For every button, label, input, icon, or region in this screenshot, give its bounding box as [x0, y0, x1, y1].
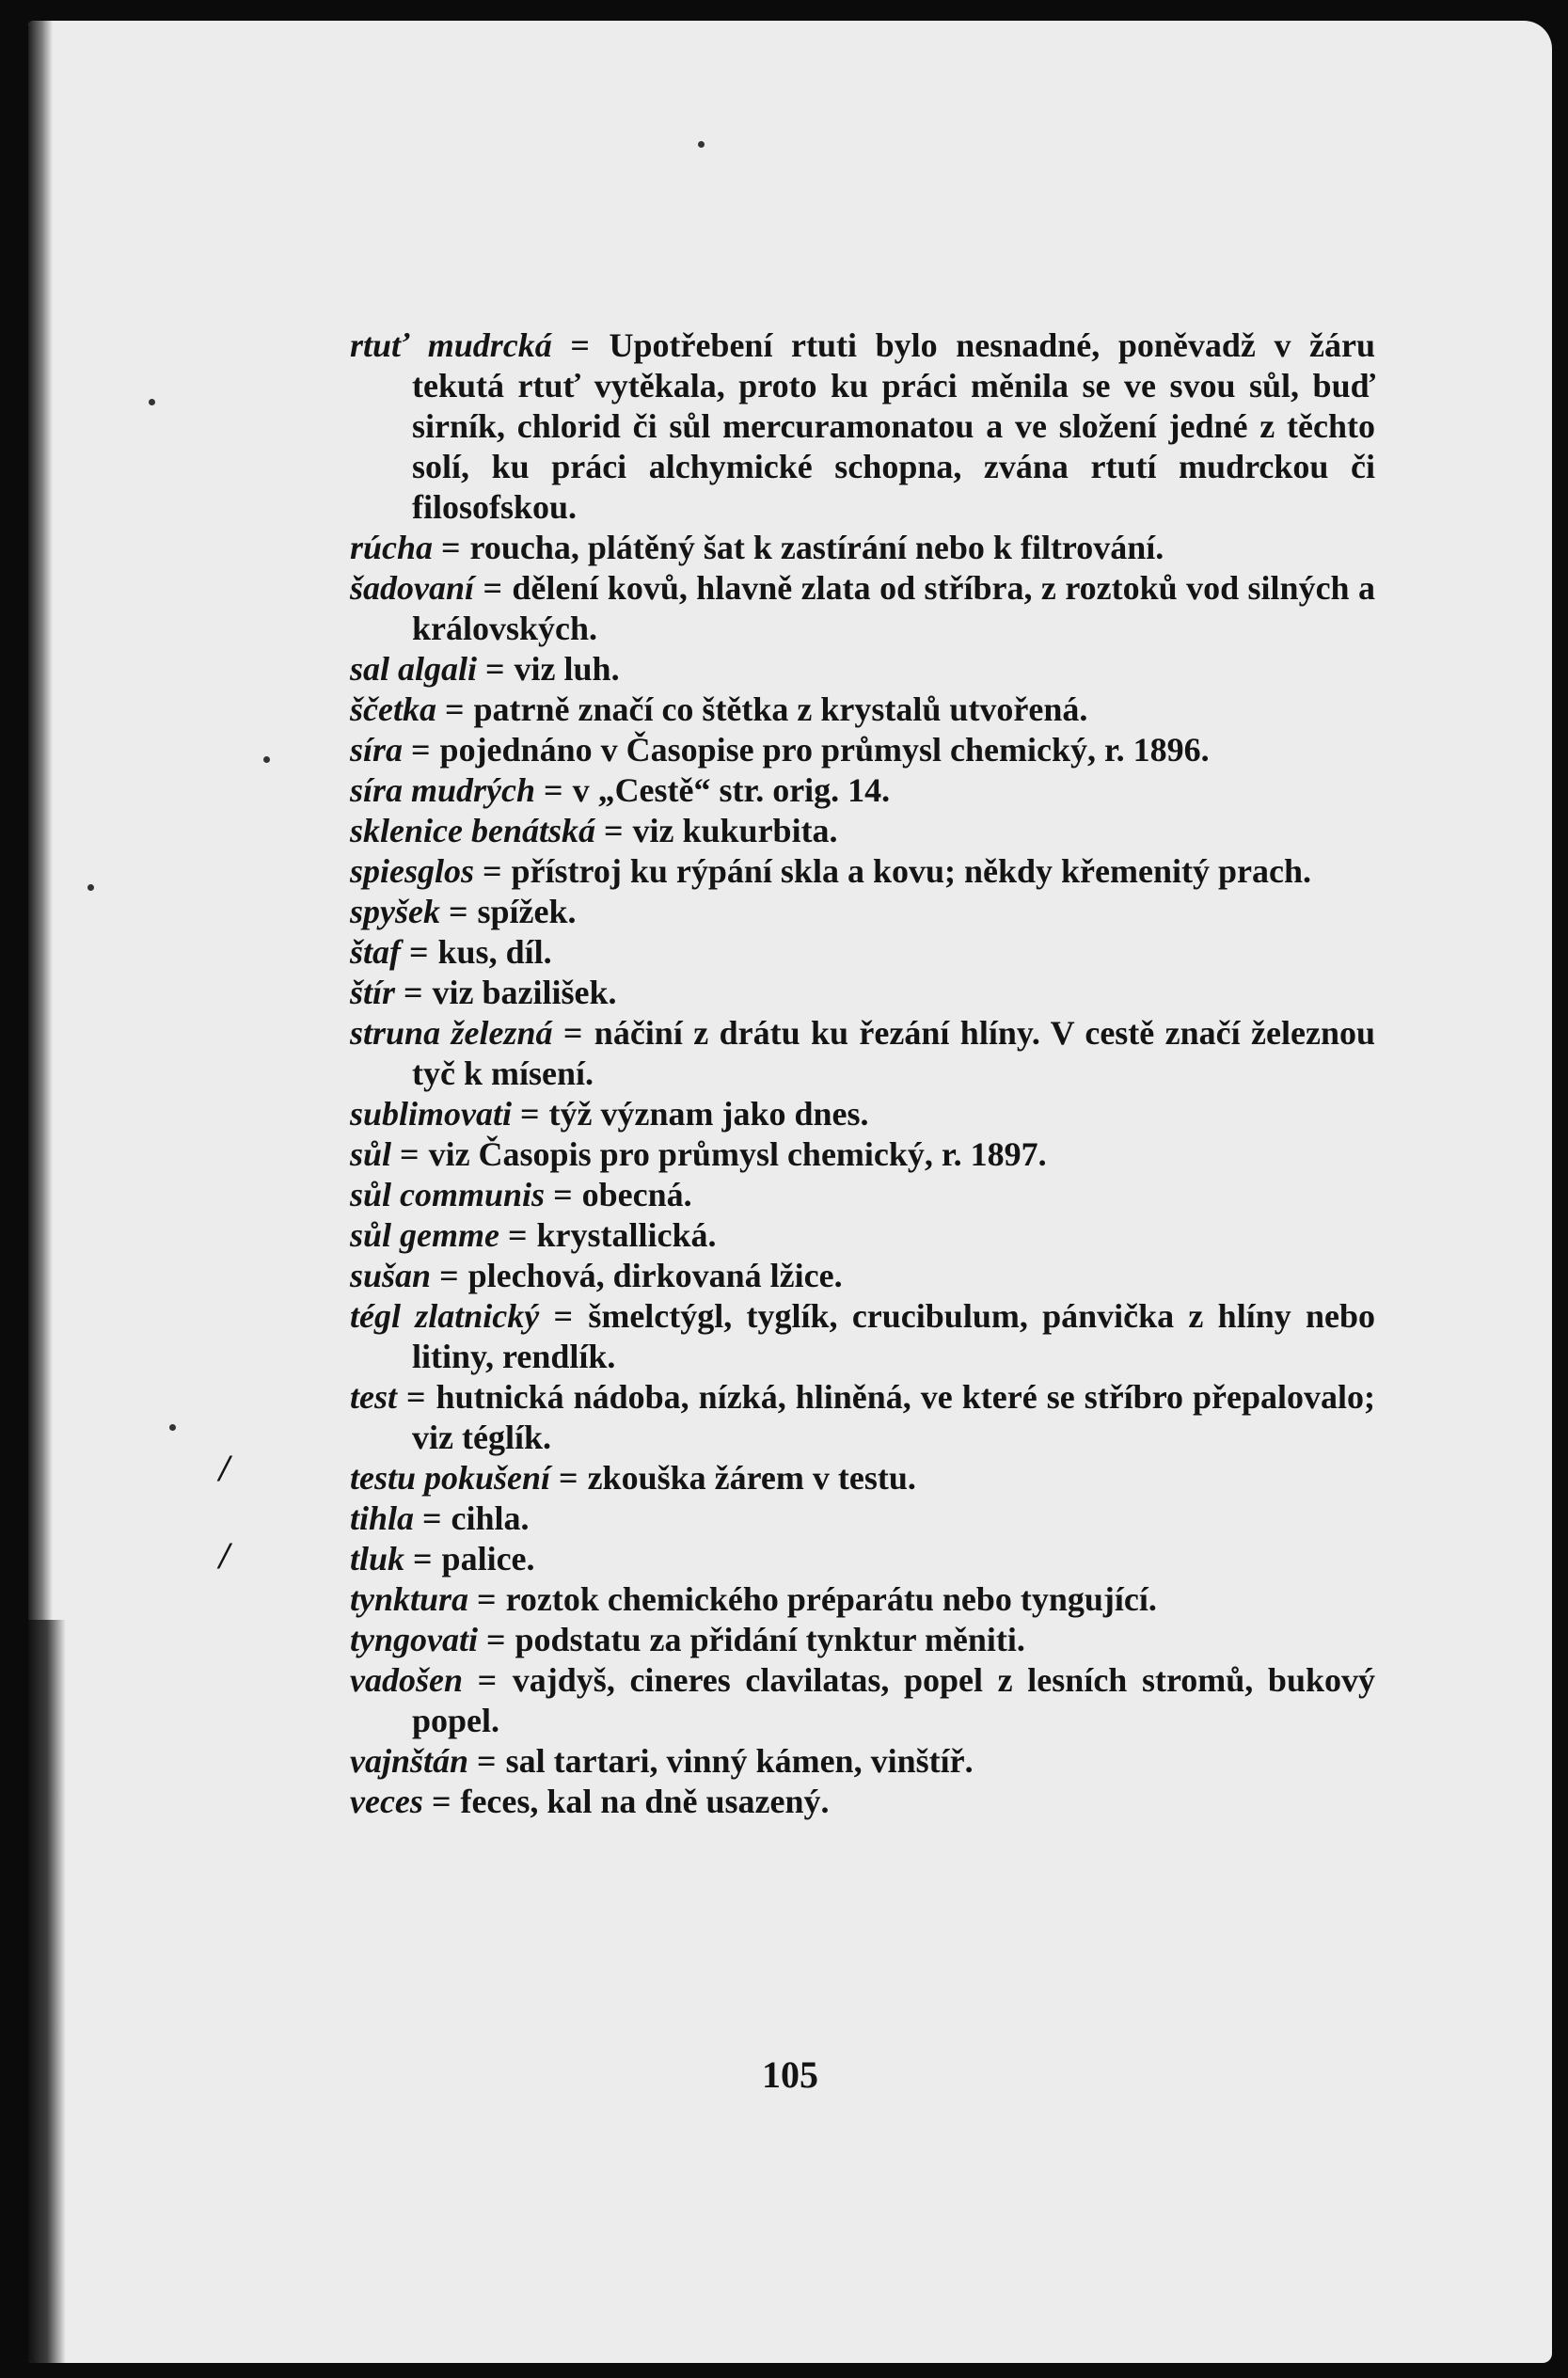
- entry-term: test: [350, 1378, 397, 1416]
- glossary-entry: [350, 1660, 1375, 1741]
- glossary-entry: [350, 1013, 1375, 1094]
- entry-term: síra: [350, 731, 404, 769]
- entry-term: sůl gemme: [350, 1216, 499, 1254]
- glossary-entry: [350, 1620, 1375, 1660]
- speck: [169, 1424, 176, 1431]
- entry-definition: týž význam jako dnes.: [548, 1095, 869, 1133]
- entry-definition: viz luh.: [514, 650, 620, 688]
- entry-definition: zkouška žárem v testu.: [587, 1459, 916, 1497]
- entry-separator: =: [485, 1621, 507, 1658]
- entry-separator: =: [477, 1742, 498, 1780]
- entry-definition: feces, kal na dně usazený.: [460, 1783, 830, 1820]
- page-number: 105: [762, 2053, 818, 2096]
- glossary-entry: [350, 1377, 1375, 1458]
- entry-term: tégl zlatnický: [350, 1297, 540, 1335]
- glossary-entry: [350, 1175, 1375, 1215]
- glossary-entry: [350, 851, 1375, 892]
- entry-separator: =: [544, 771, 564, 809]
- entry-term: struna železná: [350, 1014, 553, 1052]
- entry-separator: =: [404, 974, 424, 1011]
- entry-definition: viz kukurbita.: [632, 812, 838, 849]
- entry-separator: =: [520, 1095, 541, 1133]
- entry-separator: =: [553, 1176, 574, 1213]
- glossary-entry: [350, 730, 1375, 770]
- entry-definition: přístroj ku rýpání skla a kovu; někdy křemenitý prach.: [511, 852, 1311, 890]
- glossary-entry: [350, 1256, 1375, 1296]
- book-page: [28, 21, 1552, 2363]
- glossary-entry: [350, 325, 1375, 528]
- speck: [149, 399, 155, 405]
- entry-term: vadošen: [350, 1661, 463, 1699]
- entry-definition: viz bazilišek.: [432, 974, 617, 1011]
- entry-term: štír: [350, 974, 396, 1011]
- entry-term: veces: [350, 1783, 423, 1820]
- entry-separator: =: [422, 1499, 443, 1537]
- entry-separator: =: [603, 812, 625, 849]
- glossary-entry: [350, 1094, 1375, 1134]
- glossary-entry: [350, 811, 1375, 851]
- glossary-entry: [350, 1539, 1375, 1579]
- speck: [87, 884, 94, 891]
- entry-separator: =: [439, 1257, 460, 1294]
- glossary-entry: [350, 1782, 1375, 1822]
- glossary-entry: [350, 1741, 1375, 1782]
- glossary-entry: [350, 568, 1375, 649]
- entry-definition: hutnická nádoba, nízká, hliněná, ve které se stříbro přepalovalo; viz téglík.: [412, 1378, 1376, 1456]
- entry-separator: =: [431, 1783, 452, 1820]
- entry-separator: =: [508, 1216, 529, 1254]
- binding-shadow-lower: [28, 1620, 66, 2363]
- entry-term: tyngovati: [350, 1621, 478, 1658]
- entry-definition: podstatu za přidání tynktur měniti.: [515, 1621, 1025, 1658]
- entry-separator: =: [400, 1135, 420, 1173]
- glossary-entry: [350, 932, 1375, 973]
- glossary-entry: [350, 528, 1375, 568]
- entry-term: spiesglos: [350, 852, 475, 890]
- glossary-entry: [350, 690, 1375, 730]
- entry-definition: šmelctýgl, tyglík, crucibulum, pánvička z hlíny nebo litiny, rendlík.: [412, 1297, 1376, 1375]
- entry-term: šadovaní: [350, 569, 475, 607]
- entry-definition: cihla.: [451, 1499, 530, 1537]
- entry-definition: krystallická.: [536, 1216, 717, 1254]
- entry-separator: =: [570, 326, 591, 364]
- entry-separator: =: [483, 569, 503, 607]
- glossary-entry: [350, 1458, 1375, 1498]
- entry-definition: roucha, plátěný šat k zastírání nebo k filtrování.: [469, 529, 1164, 566]
- glossary-entry: [350, 1134, 1375, 1175]
- entry-term: sal algali: [350, 650, 478, 688]
- glossary-entry: [350, 892, 1375, 932]
- entry-definition: plechová, dirkovaná lžice.: [467, 1257, 843, 1294]
- entry-term: ščetka: [350, 690, 436, 728]
- speck: [263, 756, 270, 763]
- entry-definition: kus, díl.: [437, 933, 552, 971]
- glossary-entry: [350, 1579, 1375, 1620]
- entry-definition: náčiní z drátu ku řezání hlíny. V cestě značí železnou tyč k mísení.: [412, 1014, 1376, 1092]
- entry-term: vajnštán: [350, 1742, 469, 1780]
- entry-separator: =: [477, 1580, 498, 1618]
- entry-term: testu pokušení: [350, 1459, 551, 1497]
- entry-definition: roztok chemického préparátu nebo tyngující.: [505, 1580, 1157, 1618]
- entry-separator: =: [477, 1661, 499, 1699]
- entry-separator: =: [485, 650, 506, 688]
- entry-definition: palice.: [441, 1540, 535, 1577]
- entry-separator: =: [553, 1297, 575, 1335]
- glossary-entries: [350, 325, 1375, 1822]
- glossary-entry: [350, 1498, 1375, 1539]
- entry-definition: viz Časopis pro průmysl chemický, r. 1897.: [428, 1135, 1047, 1173]
- margin-mark: /: [219, 1447, 230, 1489]
- entry-term: tynktura: [350, 1580, 469, 1618]
- entry-term: rúcha: [350, 529, 434, 566]
- entry-separator: =: [444, 690, 466, 728]
- entry-term: štaf: [350, 933, 401, 971]
- glossary-entry: [350, 1215, 1375, 1256]
- entry-definition: v „Cestě“ str. orig. 14.: [572, 771, 891, 809]
- entry-separator: =: [448, 893, 469, 930]
- entry-term: sušan: [350, 1257, 432, 1294]
- entry-separator: =: [409, 933, 430, 971]
- glossary-entry: [350, 649, 1375, 690]
- entry-term: sůl: [350, 1135, 392, 1173]
- margin-mark: /: [219, 1534, 230, 1577]
- entry-term: sůl communis: [350, 1176, 546, 1213]
- entry-separator: =: [441, 529, 462, 566]
- glossary-entry: [350, 770, 1375, 811]
- entry-definition: spížek.: [477, 893, 577, 930]
- entry-term: síra mudrých: [350, 771, 536, 809]
- entry-separator: =: [406, 1378, 427, 1416]
- entry-definition: vajdyš, cineres clavilatas, popel z lesních stromů, bukový popel.: [412, 1661, 1375, 1739]
- glossary-entry: [350, 1296, 1375, 1377]
- entry-term: sklenice benátská: [350, 812, 595, 849]
- speck: [698, 141, 705, 148]
- entry-definition: obecná.: [581, 1176, 692, 1213]
- entry-term: spyšek: [350, 893, 440, 930]
- entry-definition: Upotřebení rtuti bylo nesnadné, poněvadž v žáru tekutá rtuť vytěkala, proto ku práci měnila se ve svou sůl, buď sirník, chlorid či sůl mercuramonatou a ve složení jedné z těchto solí, ku práci alchymické schopna, zvána rtutí mudrckou či filosofskou.: [412, 326, 1376, 526]
- entry-term: tluk: [350, 1540, 405, 1577]
- entry-term: rtuť mudrcká: [350, 326, 552, 364]
- entry-term: tihla: [350, 1499, 415, 1537]
- entry-term: sublimovati: [350, 1095, 513, 1133]
- entry-definition: dělení kovů, hlavně zlata od stříbra, z roztoků vod silných a královských.: [412, 569, 1375, 647]
- entry-separator: =: [562, 1014, 584, 1052]
- glossary-entry: [350, 973, 1375, 1013]
- entry-definition: patrně značí co štětka z krystalů utvořená.: [473, 690, 1088, 728]
- entry-separator: =: [413, 1540, 434, 1577]
- entry-separator: =: [411, 731, 432, 769]
- entry-separator: =: [483, 852, 503, 890]
- entry-definition: sal tartari, vinný kámen, vinštíř.: [505, 1742, 974, 1780]
- entry-definition: pojednáno v Časopise pro průmysl chemický, r. 1896.: [439, 731, 1210, 769]
- entry-separator: =: [559, 1459, 579, 1497]
